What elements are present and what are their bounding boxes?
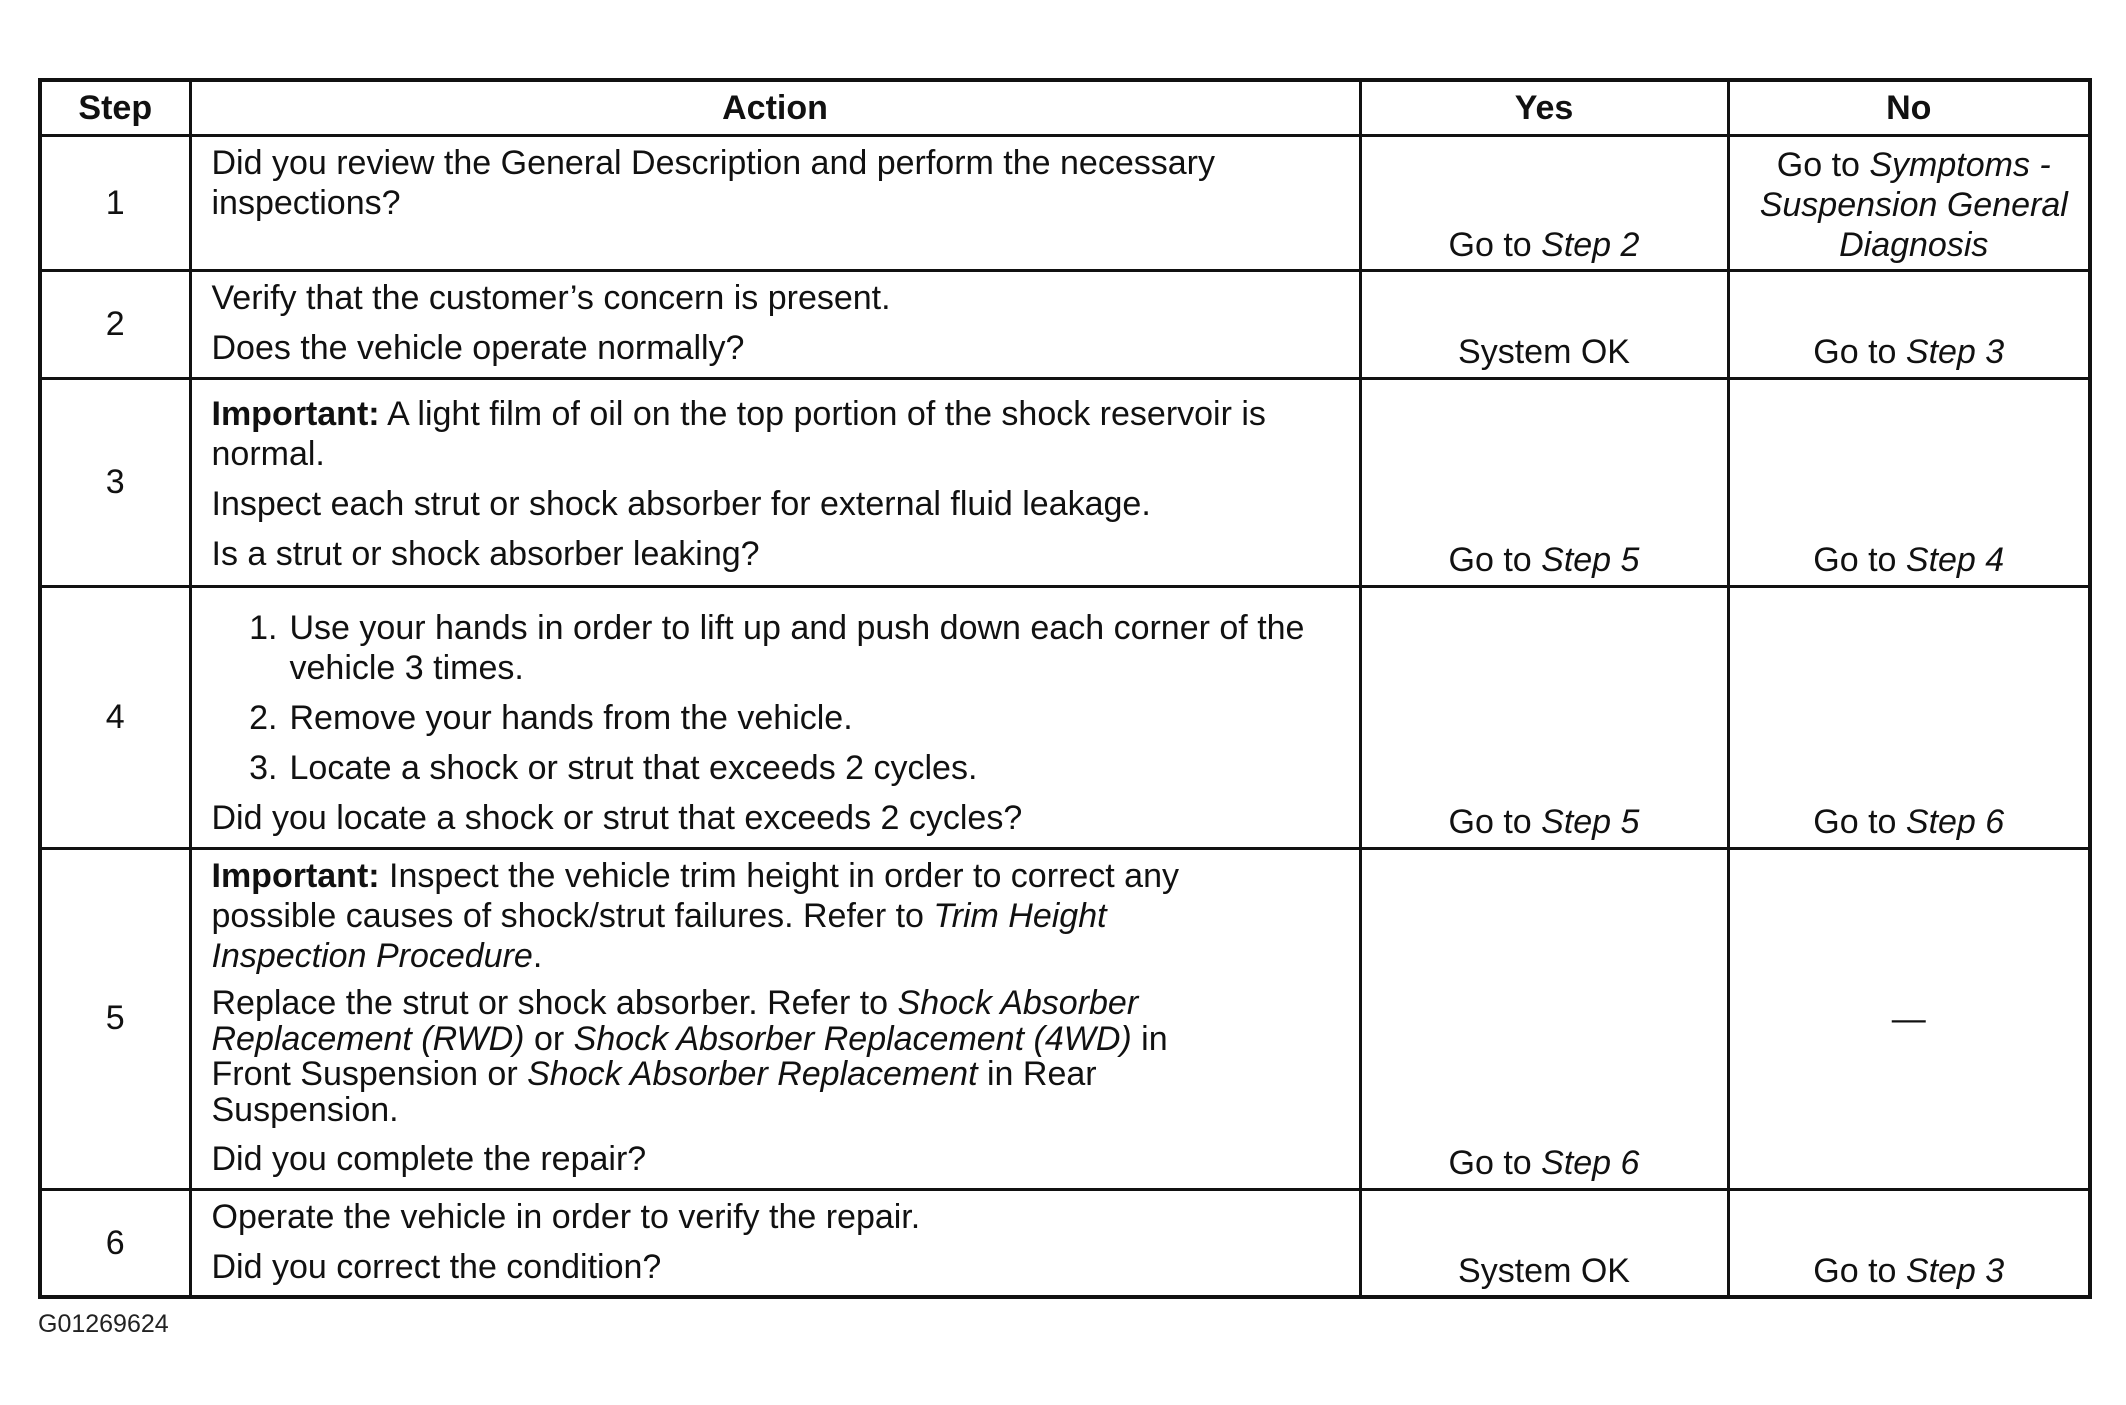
yes-cell: System OK [1360,1189,1728,1297]
procedure-reference: Shock Absorber Replacement (RWD) [211,983,1139,1058]
action-text: Operate the vehicle in order to verify the repair. [211,1197,921,1236]
procedure-reference: Symptoms - Suspension General Diagnosis [1759,146,2068,265]
no-cell [1728,586,2090,848]
step-number: 3 [40,378,190,586]
table-row [40,271,2090,378]
table-row [40,136,2090,271]
action-question: Did you locate a shock or strut that exceeds 2 cycles? [211,798,1023,837]
goto-prefix: Go to [1776,146,1870,184]
table-header-row [40,80,2090,136]
goto-prefix: Go to [1448,226,1542,265]
step-reference: Step 2 [1541,226,1640,265]
replace-text-d: in Rear Suspension. [211,1055,1097,1129]
step-number: 2 [40,271,190,378]
table-row [40,848,2090,1189]
action-text: Verify that the customer’s concern is present. [211,279,891,318]
no-cell [1728,378,2090,586]
no-cell [1728,1189,2090,1297]
header-yes: Yes [1360,80,1728,136]
list-text: Use your hands in order to lift up and push down each corner of the vehicle 3 times. [289,608,1305,687]
important-note [212,394,1339,474]
header-no: No [1728,80,2090,136]
yes-cell: System OK [1360,271,1728,378]
action-text: Did you review the General Description and perform the necessary inspections? [211,144,1215,223]
step-reference: Step 4 [1905,541,2005,580]
action-question: Is a strut or shock absorber leaking? [211,534,760,573]
procedure-reference: Shock Absorber Replacement [527,1055,978,1094]
important-note [212,856,1339,976]
figure-id: G01269624 [38,1310,169,1338]
yes-cell [1360,378,1728,586]
step-reference: Step 3 [1905,333,2005,372]
procedure-steps [212,608,1339,788]
step-number: 1 [40,136,190,271]
goto-prefix: Go to [1448,1144,1542,1183]
table-row [40,1189,2090,1297]
important-text: Inspect the vehicle trim height in order to correct any possible causes of shock/strut failures. Refer to [211,856,1179,935]
list-item [212,748,1339,788]
step-reference: Step 6 [1541,1144,1640,1183]
list-text: Remove your hands from the vehicle. [289,698,853,737]
list-number: 1. [249,608,278,647]
list-number: 3. [249,748,278,787]
list-item [212,608,1339,688]
action-cell [190,271,1360,378]
no-cell: — [1728,848,2090,1189]
step-number: 4 [40,586,190,848]
goto-prefix: Go to [1448,541,1542,580]
replace-text-a: Replace the strut or shock absorber. Refer to [211,983,898,1022]
replace-instruction [211,983,1339,1129]
goto-prefix: Go to [1813,1251,1906,1290]
action-cell [190,378,1360,586]
important-label: Important: [211,856,380,895]
step-number: 6 [40,1189,190,1297]
action-question: Does the vehicle operate normally? [211,329,745,368]
action-text: Inspect each strut or shock absorber for external fluid leakage. [211,484,1151,523]
action-cell [190,1189,1360,1297]
step-reference: Step 5 [1541,541,1640,580]
table-row [40,586,2090,848]
list-number: 2. [249,698,278,737]
goto-prefix: Go to [1448,803,1542,842]
procedure-reference: Shock Absorber Replacement (4WD) [573,1019,1132,1058]
list-text: Locate a shock or strut that exceeds 2 cycles. [289,748,978,787]
goto-prefix: Go to [1813,333,1906,372]
action-cell [190,586,1360,848]
replace-text-c: in Front Suspension or [211,1019,1168,1094]
important-text: A light film of oil on the top portion of the shock reservoir is normal. [211,394,1266,473]
action-question: Did you complete the repair? [211,1139,647,1178]
goto-prefix: Go to [1813,803,1906,842]
step-reference: Step 6 [1905,803,2005,842]
goto-prefix: Go to [1813,541,1906,580]
step-number: 5 [40,848,190,1189]
yes-cell [1360,136,1728,271]
replace-text-b: or [524,1019,574,1058]
important-label: Important: [211,394,380,433]
diagnostic-table [38,78,2092,1299]
header-step: Step [40,80,190,136]
action-question: Did you correct the condition? [211,1247,662,1286]
header-action: Action [190,80,1360,136]
yes-cell [1360,848,1728,1189]
no-cell [1728,136,2090,271]
no-cell [1728,271,2090,378]
yes-cell [1360,586,1728,848]
table-row [40,378,2090,586]
important-end: . [532,936,543,975]
step-reference: Step 3 [1905,1251,2005,1290]
step-reference: Step 5 [1541,803,1640,842]
list-item [212,698,1339,738]
action-cell [190,136,1360,271]
action-cell [190,848,1360,1189]
procedure-reference: Trim Height Inspection Procedure [211,896,1107,975]
